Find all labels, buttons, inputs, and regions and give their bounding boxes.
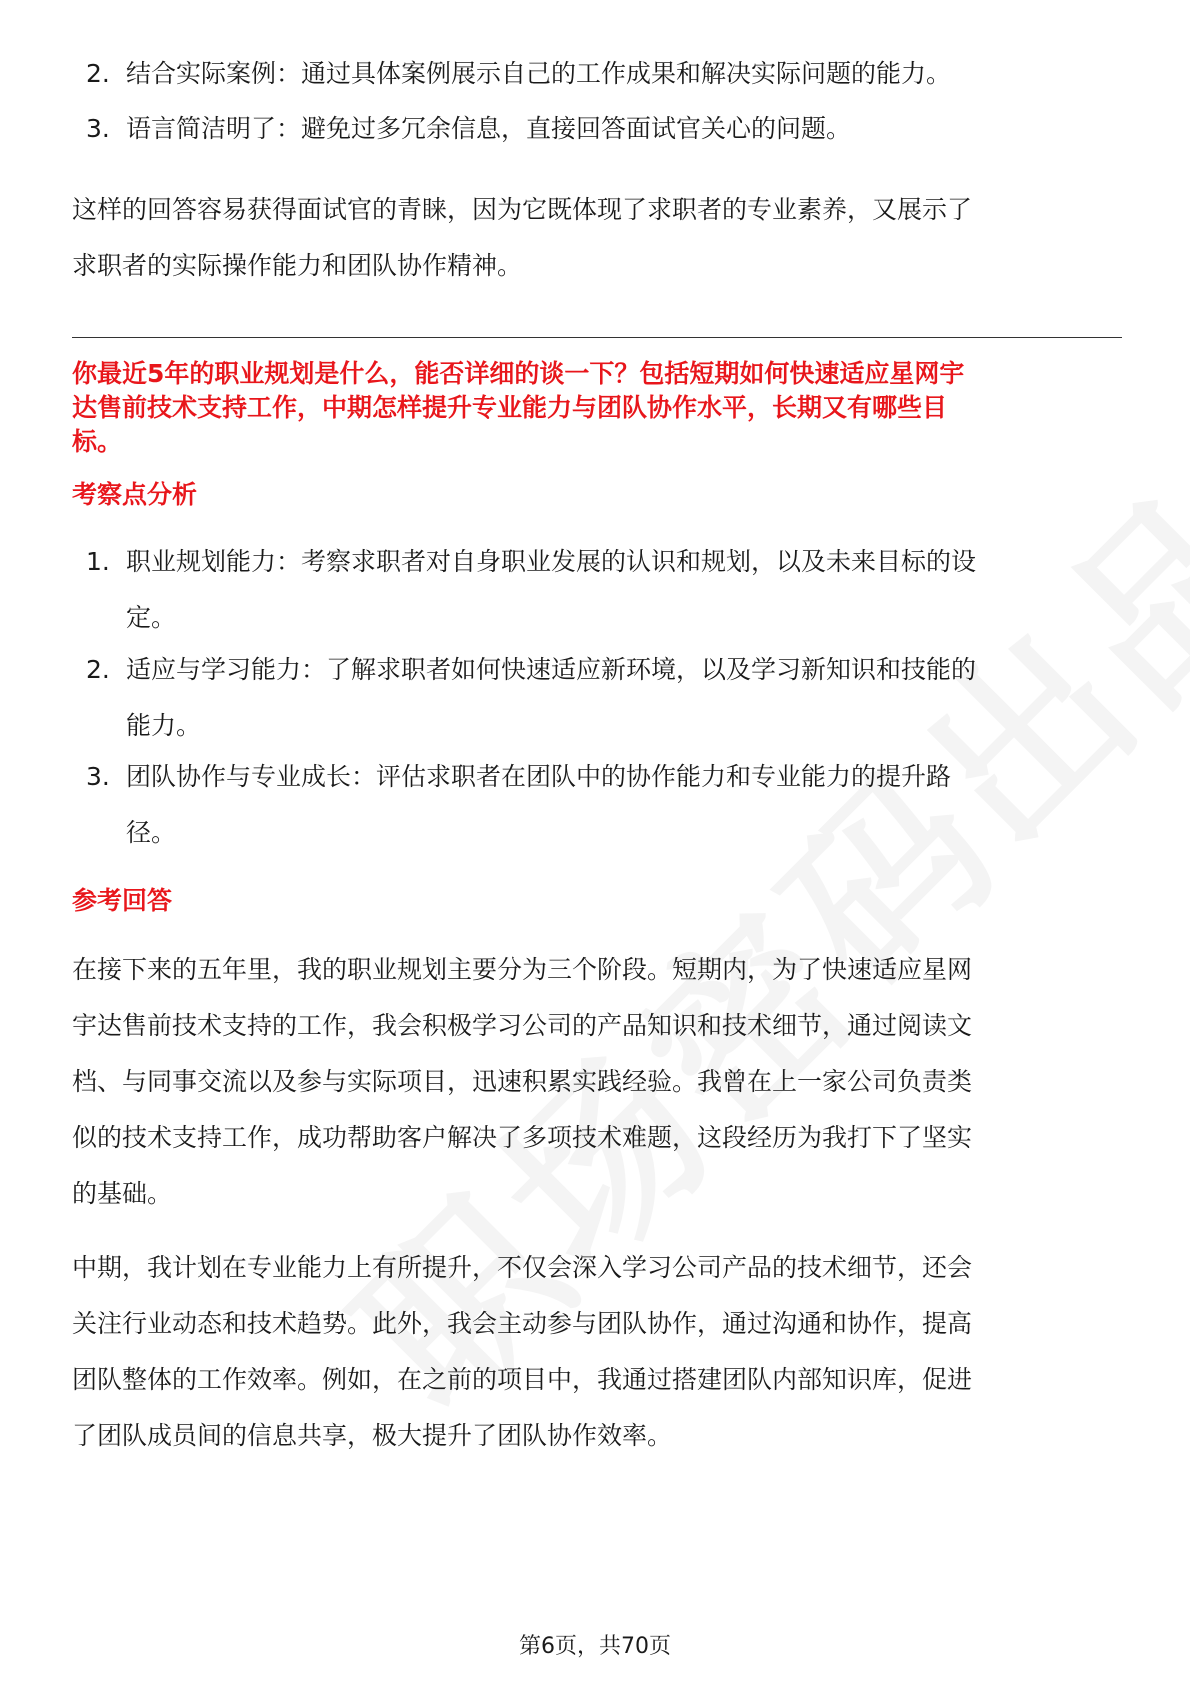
list-text: [86, 534, 1116, 646]
list-number: 1.: [86, 547, 110, 576]
analysis-item: [86, 642, 1116, 754]
paragraph-line: 求职者的实际操作能力和团队协作精神。: [72, 251, 523, 280]
paragraph-line: 中期，我计划在专业能力上有所提升，不仅会深入学习公司产品的技术细节，还会: [72, 1253, 973, 1282]
paragraph-line: 的基础。: [72, 1179, 173, 1208]
list-line: 能力。: [126, 711, 202, 740]
paragraph-line: 这样的回答容易获得面试官的青睐，因为它既体现了求职者的专业素养，又展示了: [72, 195, 973, 224]
paragraph-line: 团队整体的工作效率。例如，在之前的项目中，我通过搭建团队内部知识库，促进: [72, 1365, 973, 1394]
list-line: 适应与学习能力：了解求职者如何快速适应新环境，以及学习新知识和技能的: [126, 655, 977, 684]
summary-paragraph: [72, 182, 1122, 294]
list-number: 2.: [86, 655, 110, 684]
analysis-item: [86, 534, 1116, 646]
question-line: 标。: [72, 427, 123, 456]
list-number: 3.: [86, 762, 110, 791]
list-item: [86, 46, 1116, 102]
list-text: 语言简洁明了：避免过多冗余信息，直接回答面试官关心的问题。: [126, 114, 852, 143]
answer-heading: 参考回答: [72, 886, 173, 915]
paragraph-line: 似的技术支持工作，成功帮助客户解决了多项技术难题，这段经历为我打下了坚实: [72, 1123, 973, 1152]
paragraph-line: 了团队成员间的信息共享，极大提升了团队协作效率。: [72, 1421, 673, 1450]
answer-paragraph: [72, 942, 1122, 1222]
list-text: 结合实际案例：通过具体案例展示自己的工作成果和解决实际问题的能力。: [126, 59, 952, 88]
list-number: 3.: [86, 114, 110, 143]
list-line: 职业规划能力：考察求职者对自身职业发展的认识和规划，以及未来目标的设: [126, 547, 977, 576]
analysis-heading: 考察点分析: [72, 480, 198, 509]
question-title: [72, 357, 1122, 459]
list-number: 2.: [86, 59, 110, 88]
question-line: 达售前技术支持工作，中期怎样提升专业能力与团队协作水平，长期又有哪些目: [72, 393, 948, 422]
list-text: [86, 642, 1116, 754]
list-line: 定。: [126, 603, 177, 632]
paragraph-line: 档、与同事交流以及参与实际项目，迅速积累实践经验。我曾在上一家公司负责类: [72, 1067, 973, 1096]
list-line: 径。: [126, 818, 177, 847]
section-divider: [72, 337, 1122, 338]
analysis-item: [86, 749, 1116, 861]
list-line: 团队协作与专业成长：评估求职者在团队中的协作能力和专业能力的提升路: [126, 762, 952, 791]
list-text: [86, 749, 1116, 861]
paragraph-line: 关注行业动态和技术趋势。此外，我会主动参与团队协作，通过沟通和协作，提高: [72, 1309, 973, 1338]
paragraph-line: 宇达售前技术支持的工作，我会积极学习公司的产品知识和技术细节，通过阅读文: [72, 1011, 973, 1040]
list-item: [86, 101, 1116, 157]
paragraph-line: 在接下来的五年里，我的职业规划主要分为三个阶段。短期内，为了快速适应星网: [72, 955, 973, 984]
question-line: 你最近5年的职业规划是什么，能否详细的谈一下？包括短期如何快速适应星网宇: [72, 359, 965, 388]
answer-paragraph: [72, 1240, 1122, 1464]
page-number: 第6页，共70页: [519, 1634, 671, 1659]
